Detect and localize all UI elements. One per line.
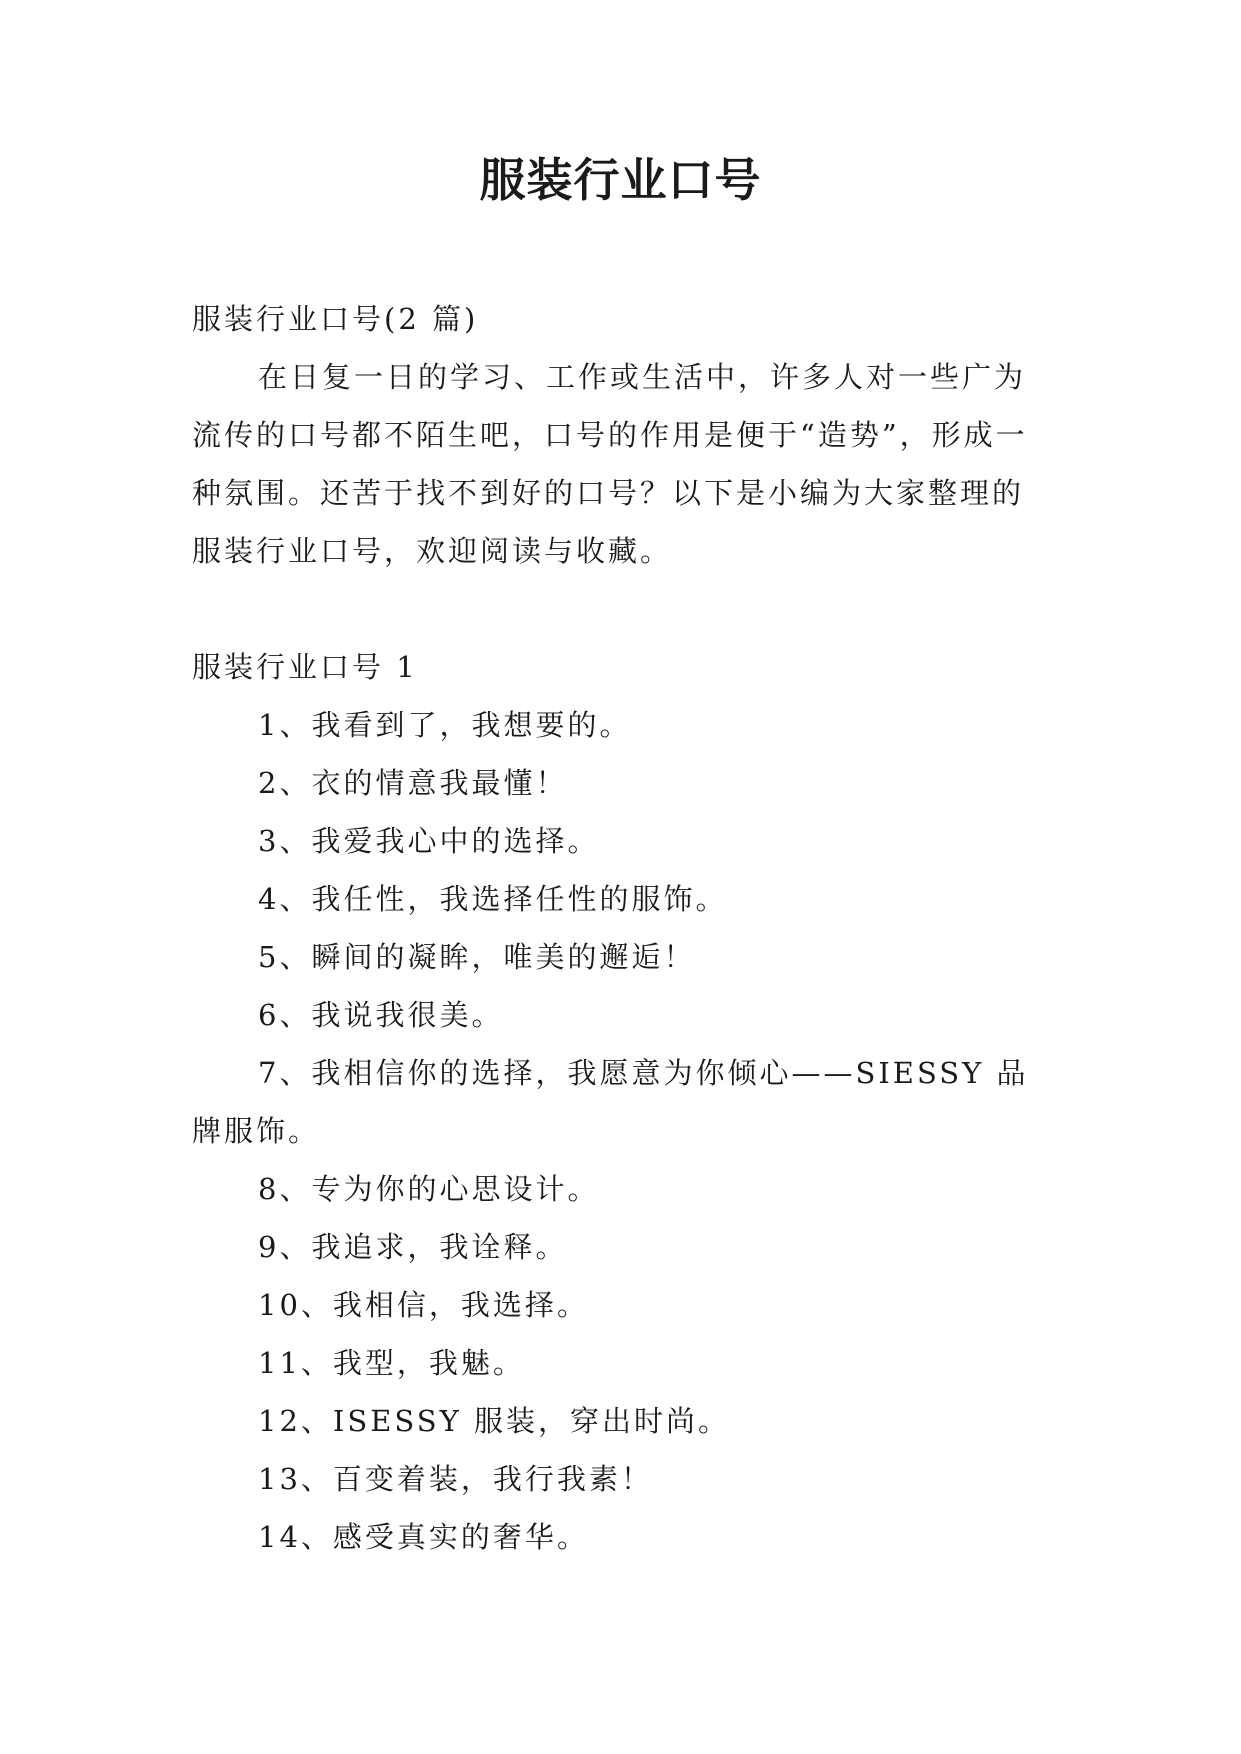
document-body (192, 290, 1052, 1566)
slogan-item: 4、我任性，我选择任性的服饰。 (258, 882, 728, 916)
slogan-item: 5、瞬间的凝眸，唯美的邂逅！ (258, 940, 696, 974)
slogan-item: 10、我相信，我选择。 (258, 1288, 589, 1322)
slogan-item: 3、我爱我心中的选择。 (258, 824, 600, 858)
slogan-item: 12、ISESSY 服装，穿出时尚。 (258, 1404, 730, 1438)
document-subtitle: 服装行业口号(2 篇) (192, 302, 479, 336)
paragraph-spacer (192, 580, 1052, 638)
intro-paragraph: 在日复一日的学习、工作或生活中，许多人对一些广为流传的口号都不陌生吧，口号的作用是便于“造势”，形成一种氛围。还苦于找不到好的口号？以下是小编为大家整理的服装行业口号，欢迎阅读与收藏。 (192, 360, 1028, 568)
slogan-item: 2、衣的情意我最懂！ (258, 766, 568, 800)
section-heading: 服装行业口号 1 (192, 650, 418, 684)
slogan-item: 6、我说我很美。 (258, 998, 504, 1032)
slogan-item: 11、我型，我魅。 (258, 1346, 525, 1380)
document-title: 服装行业口号 (479, 153, 762, 207)
slogan-item: 7、我相信你的选择，我愿意为你倾心——SIESSY 品牌服饰。 (192, 1056, 1029, 1148)
slogan-item: 1、我看到了，我想要的。 (258, 708, 632, 742)
slogan-item: 14、感受真实的奢华。 (258, 1520, 589, 1554)
slogan-item: 9、我追求，我诠释。 (258, 1230, 568, 1264)
slogan-item: 13、百变着装，我行我素！ (258, 1462, 653, 1496)
slogan-item: 8、专为你的心思设计。 (258, 1172, 600, 1206)
